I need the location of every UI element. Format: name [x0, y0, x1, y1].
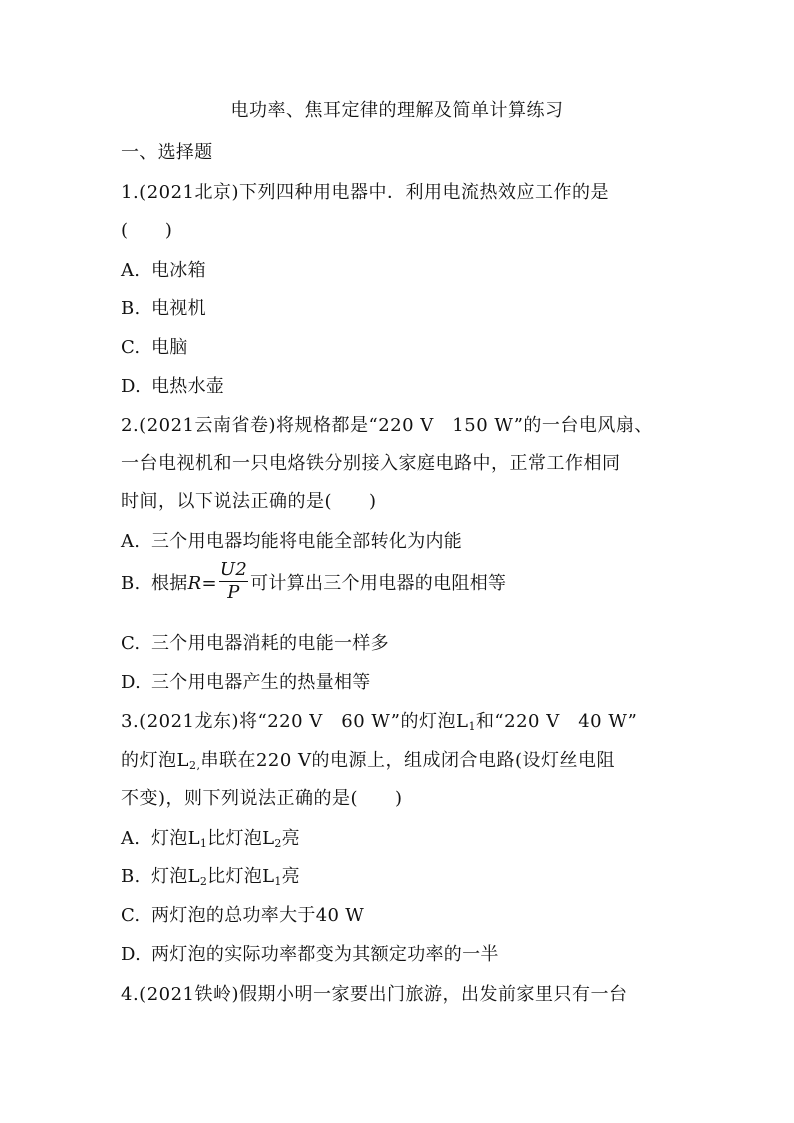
option-text-pre: 根据	[151, 573, 188, 594]
option-text-post: 亮	[281, 828, 300, 849]
q2-option-c	[121, 629, 389, 655]
q2-stem-line2: 一台电视机和一只电烙铁分别接入家庭电路中，正常工作相同	[121, 453, 621, 474]
option-text: 电热水壶	[151, 376, 225, 397]
q1-stem: 1.(2021北京)下列四种用电器中．利用电流热效应工作的是	[121, 182, 610, 203]
q3-line2-pre: 的灯泡L	[121, 750, 189, 771]
q4-stem-line1: 4.(2021铁岭)假期小明一家要出门旅游，出发前家里只有一台	[121, 984, 628, 1005]
q1-option-c	[121, 333, 188, 359]
fraction-denominator: P	[227, 582, 240, 603]
q2-option-a	[121, 527, 462, 553]
option-text-mid: 比灯泡L	[207, 866, 275, 887]
formula-variable: R	[187, 573, 202, 594]
q3-option-c	[121, 901, 364, 927]
q1-answer-blank: ( )	[121, 220, 173, 241]
q1-option-b	[121, 294, 206, 320]
option-letter: A.	[121, 531, 141, 552]
q3-line2-subscript: 2,	[188, 759, 201, 772]
option-text: 三个用电器均能将电能全部转化为内能	[151, 531, 463, 552]
subscript: 1	[199, 837, 208, 850]
q2-stem-line1: 2.(2021云南省卷)将规格都是“220 V 150 W”的一台电风扇、	[121, 415, 653, 436]
q3-stem-line3: 不变)，则下列说法正确的是( )	[121, 788, 403, 809]
option-text: 电视机	[151, 298, 206, 319]
option-text: 三个用电器产生的热量相等	[151, 672, 371, 693]
option-letter: A.	[121, 260, 141, 281]
option-text-post: 亮	[281, 866, 300, 887]
q3-line2-post: 串联在220 V的电源上，组成闭合电路(设灯丝电阻	[200, 750, 616, 771]
option-letter: C.	[121, 905, 141, 926]
page-title: 电功率、焦耳定律的理解及简单计算练习	[230, 100, 564, 121]
option-letter: D.	[121, 944, 142, 965]
q3-option-d	[121, 940, 499, 966]
formula-fraction	[219, 560, 248, 604]
option-text: 三个用电器消耗的电能一样多	[151, 633, 389, 654]
option-letter: D.	[121, 672, 142, 693]
q1-option-d	[121, 372, 224, 398]
q3-stem-line2	[121, 746, 615, 772]
option-letter: C.	[121, 337, 141, 358]
option-letter: B.	[121, 573, 141, 594]
q3-stem-line1	[121, 707, 637, 733]
option-text-pre: 灯泡L	[151, 866, 200, 887]
section-heading: 一、选择题	[121, 142, 213, 163]
option-letter: B.	[121, 866, 141, 887]
fraction-numerator: U2	[219, 559, 248, 580]
option-text-pre: 灯泡L	[151, 828, 200, 849]
q3-line1-post: 和“220 V 40 W”	[475, 711, 638, 732]
subscript: 2	[199, 875, 208, 888]
option-text-post: 可计算出三个用电器的电阻相等	[250, 573, 507, 594]
option-letter: D.	[121, 376, 142, 397]
option-text: 两灯泡的实际功率都变为其额定功率的一半	[151, 944, 499, 965]
subscript: 2	[274, 837, 282, 850]
option-text: 两灯泡的总功率大于40 W	[151, 905, 365, 926]
q3-line1-subscript: 1	[468, 720, 476, 733]
q2-option-b	[121, 559, 507, 606]
q3-option-a	[121, 824, 300, 850]
option-letter: A.	[121, 828, 141, 849]
q2-stem-line3: 时间，以下说法正确的是( )	[121, 491, 377, 512]
q1-option-a	[121, 256, 206, 282]
formula-equals: =	[201, 573, 217, 594]
q2-option-d	[121, 668, 371, 694]
option-letter: B.	[121, 298, 141, 319]
option-text: 电冰箱	[151, 260, 206, 281]
q3-line1-pre: 3.(2021龙东)将“220 V 60 W”的灯泡L	[121, 711, 469, 732]
option-text-mid: 比灯泡L	[207, 828, 275, 849]
option-text: 电脑	[151, 337, 188, 358]
subscript: 1	[274, 875, 282, 888]
q3-option-b	[121, 862, 300, 888]
option-letter: C.	[121, 633, 141, 654]
